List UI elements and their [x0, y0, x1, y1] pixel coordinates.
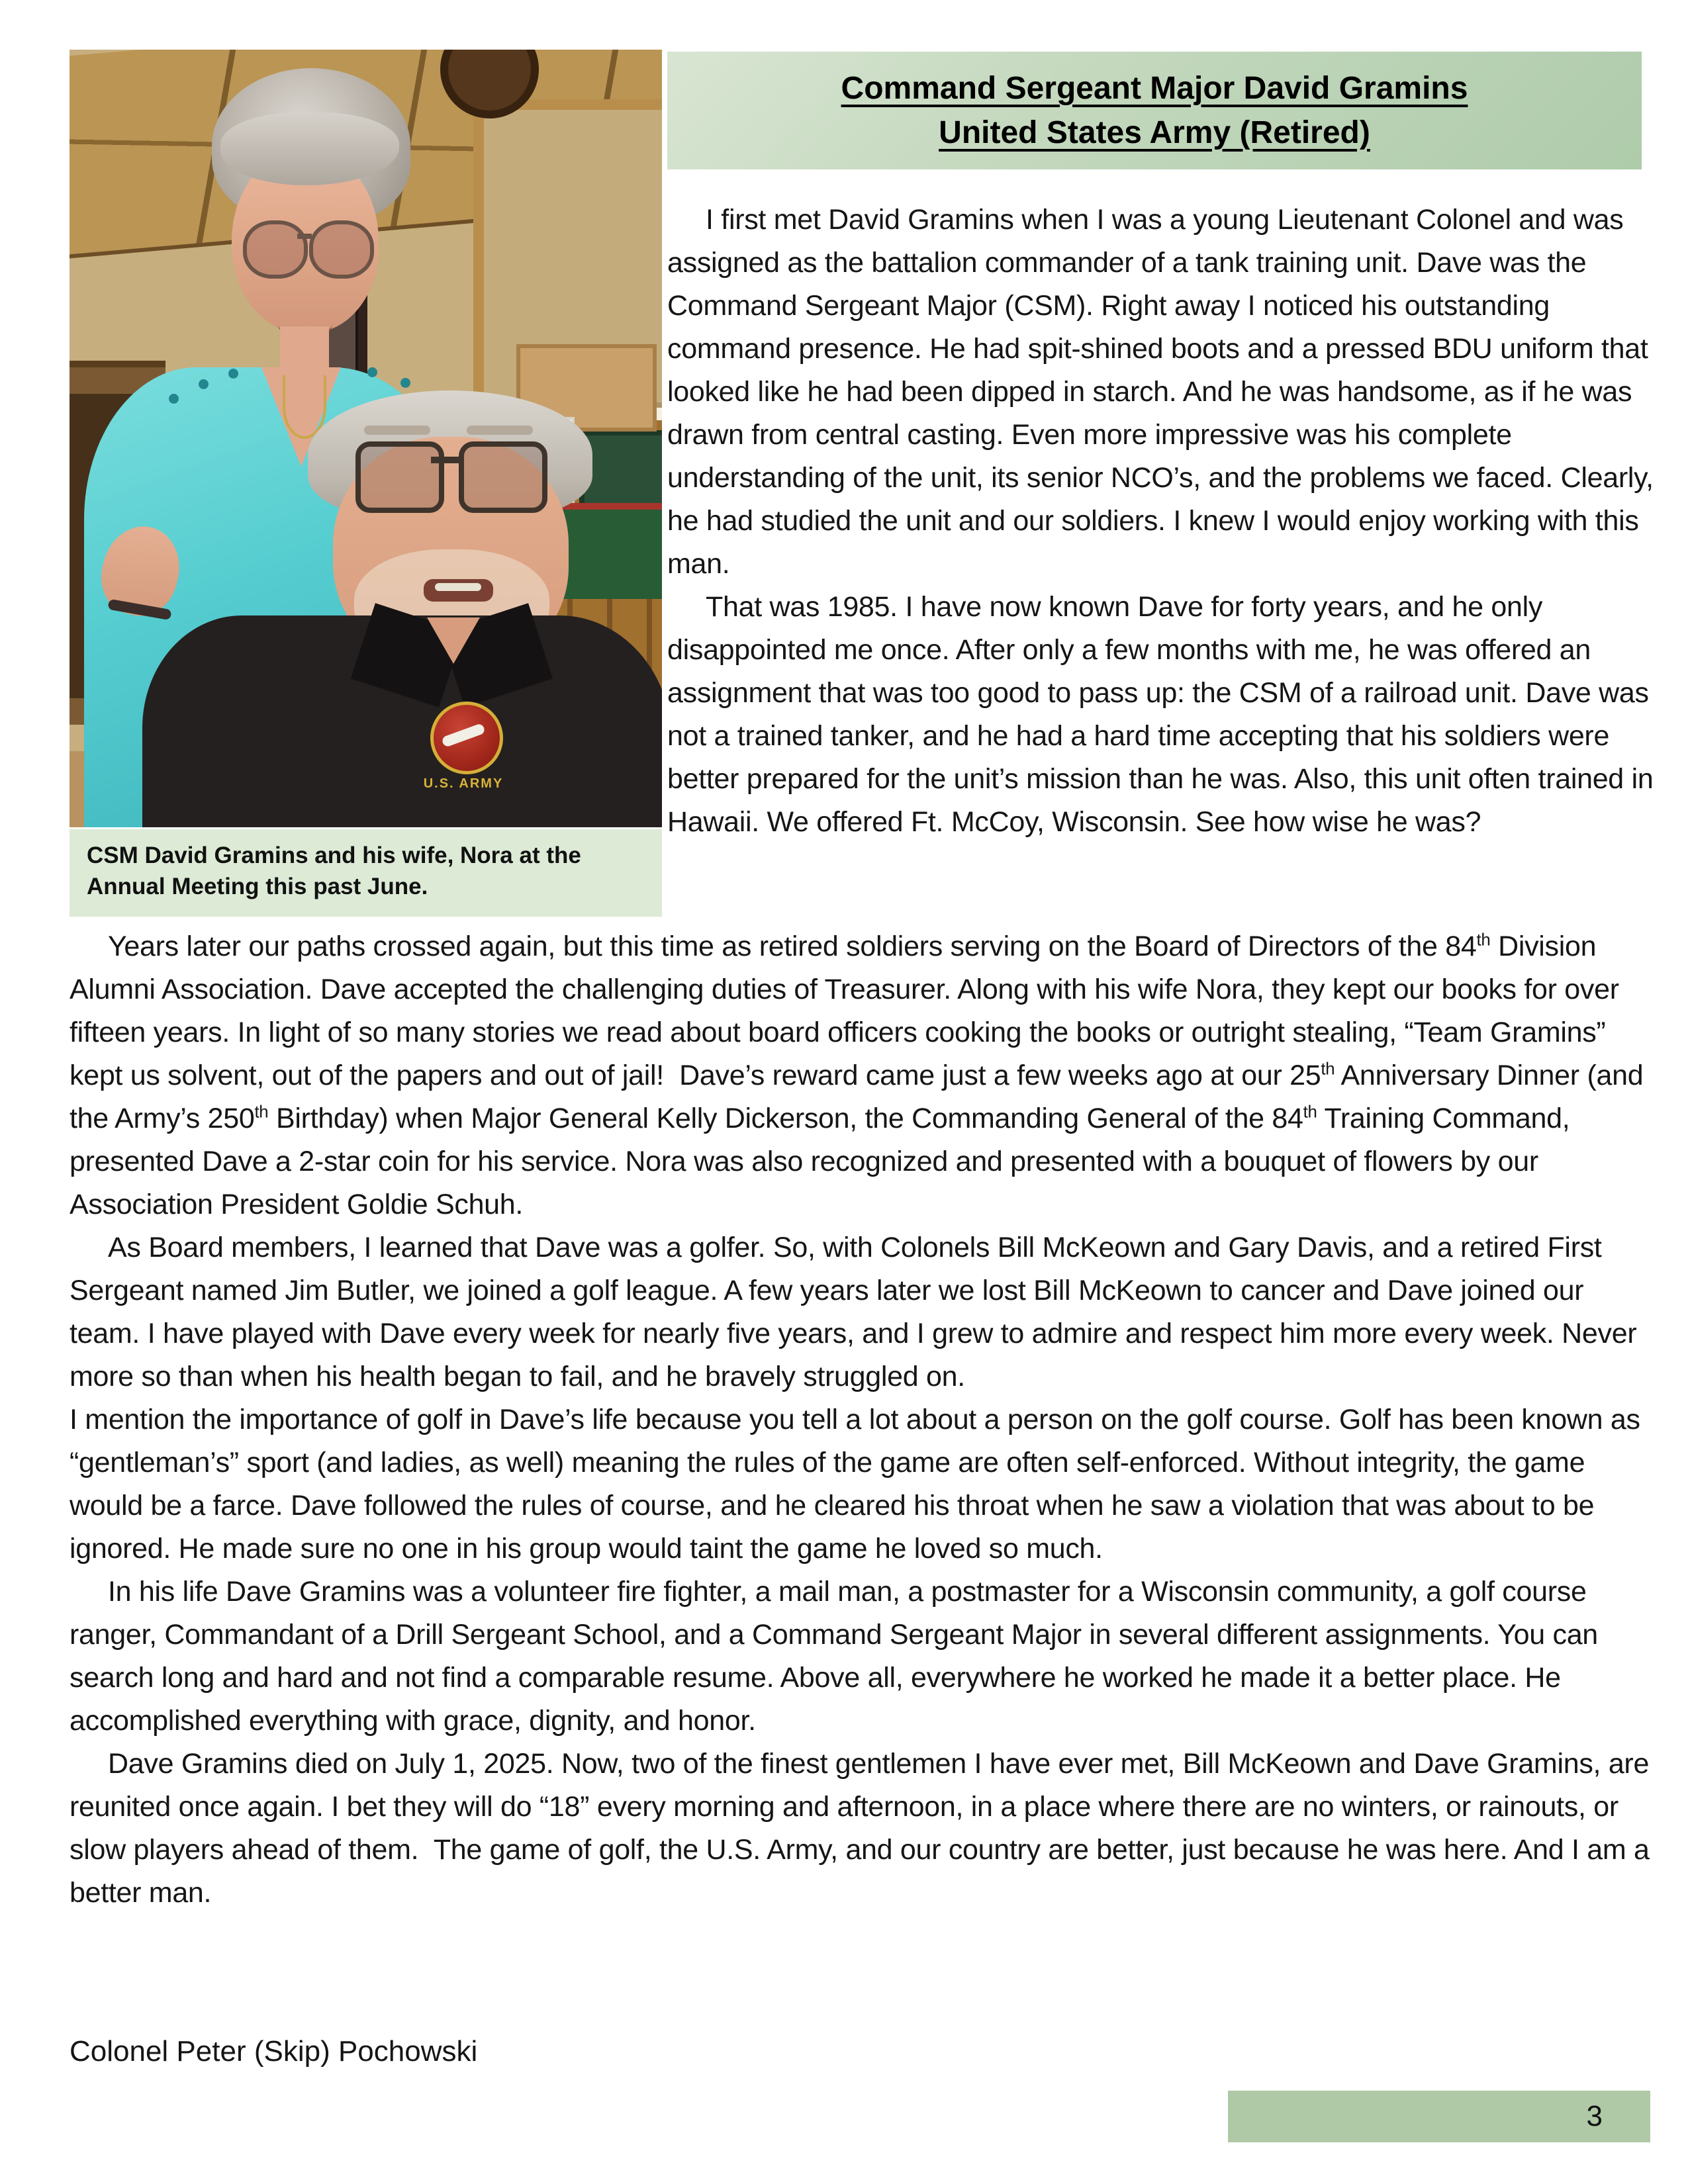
photo-man-glasses-right — [459, 441, 547, 513]
article-title-line2: United States Army (Retired) — [939, 115, 1370, 150]
photo-caption: CSM David Gramins and his wife, Nora at the Annual Meeting this past June. — [70, 829, 662, 917]
paragraph: Dave Gramins died on July 1, 2025. Now, two of the finest gentlemen I have ever met, Bill McKeown and Dave Gramins, are reunited once again. I bet they will do “18” every morning and afternoon, in a place where there are no winters, or rainouts, or slow players ahead of them. The game of golf, the U.S. Army, and our country are better, just because he was here. And I am a better man. — [70, 1748, 1650, 1909]
paragraph: I first met David Gramins when I was a young Lieutenant Colonel and was assigned as the battalion commander of a tank training unit. Dave was the Command Sergeant Major (CSM). Right away I noticed his outstanding command presence. He had spit-shined boots and a pressed BDU uniform that looked like he had been dipped in starch. And he was handsome, as if he was drawn from central casting. Even more impressive was his complete understanding of the unit, its senior NCO’s, and the problems we faced. Clearly, he had studied the unit and our soldiers. I knew I would enjoy working with this man. — [667, 204, 1654, 580]
article-body — [70, 925, 1653, 1915]
photo-man-glasses-left — [355, 441, 444, 513]
photo-emblem-figure — [441, 723, 485, 748]
photo-army-emblem — [430, 702, 503, 774]
photo-man-eyebrow-right — [467, 426, 533, 435]
page-number-bar — [1228, 2091, 1650, 2142]
photo-man-eyebrow-left — [364, 426, 430, 435]
paragraph: Years later our paths crossed again, but this time as retired soldiers serving on the Board of Directors of the 84th Division Alumni Association. Dave accepted the challenging duties of Treasurer. Along with his wife Nora, they kept our books for over fifteen years. In light of so many stories we read about board officers cooking the books or outright stealing, “Team Gramins” kept us solvent, out of the papers and out of jail! Dave’s reward came just a few weeks ago at our 25th Anniversary Dinner (and the Army’s 250th Birthday) when Major General Kelly Dickerson, the Commanding General of the 84th Training Command, presented Dave a 2-star coin for his service. Nora was also recognized and presented with a bouquet of flowers by our Association President Goldie Schuh. — [70, 931, 1644, 1220]
photo-woman-glasses-right — [309, 220, 374, 279]
article-title-bar — [667, 52, 1642, 169]
photo-green-box — [563, 510, 662, 599]
photo-emblem-text: U.S. ARMY — [423, 776, 504, 791]
photo-woman-glasses-bridge — [297, 234, 312, 239]
paragraph: As Board members, I learned that Dave was a golfer. So, with Colonels Bill McKeown and Gary Davis, and a retired First Sergeant named Jim Butler, we joined a golf league. A few years later we lost Bill McKeown to cancer and Dave joined our team. I have played with Dave every week for nearly five years, and I grew to admire and respect him more every week. Never more so than when his health began to fail, and he bravely struggled on. — [70, 1232, 1637, 1392]
photo-man-glasses-bridge — [431, 457, 460, 463]
article-title-line1: Command Sergeant Major David Gramins — [841, 71, 1468, 106]
paragraph: That was 1985. I have now known Dave for forty years, and he only disappointed me once. After only a few months with me, he was offered an assignment that was too good to pass up: the CSM of a railroad unit. Dave was not a trained tanker, and he had a hard time accepting that his soldiers were better prepared for the unit’s mission than he was. Also, this unit often trained in Hawaii. We offered Ft. McCoy, Wisconsin. See how wise he was? — [667, 591, 1654, 838]
photo-man-teeth — [435, 583, 481, 591]
page-number: 3 — [1586, 2100, 1603, 2132]
author-signature: Colonel Peter (Skip) Pochowski — [70, 2035, 478, 2068]
paragraph: In his life Dave Gramins was a volunteer fire fighter, a mail man, a postmaster for a Wisconsin community, a golf course ranger, Commandant of a Drill Sergeant School, and a Command Sergeant Major in several different assignments. You can search long and hard and not find a comparable resume. Above all, everywhere he worked he made it a better place. He accomplished everything with grace, dignity, and honor. — [70, 1576, 1598, 1737]
paragraph: I mention the importance of golf in Dave’s life because you tell a lot about a person on the golf course. Golf has been known as “gentleman’s” sport (and ladies, as well) meaning the rules of the game are often self-enforced. Without integrity, the game would be a farce. Dave followed the rules of course, and he cleared his throat when he saw a violation that was about to be ignored. He made sure no one in his group would taint the game he loved so much. — [70, 1404, 1640, 1565]
photo-woman-glasses-left — [243, 220, 308, 279]
photo-csm-and-wife — [70, 50, 662, 827]
photo-sweater-grommets — [169, 394, 179, 404]
article-intro-column — [667, 199, 1655, 844]
